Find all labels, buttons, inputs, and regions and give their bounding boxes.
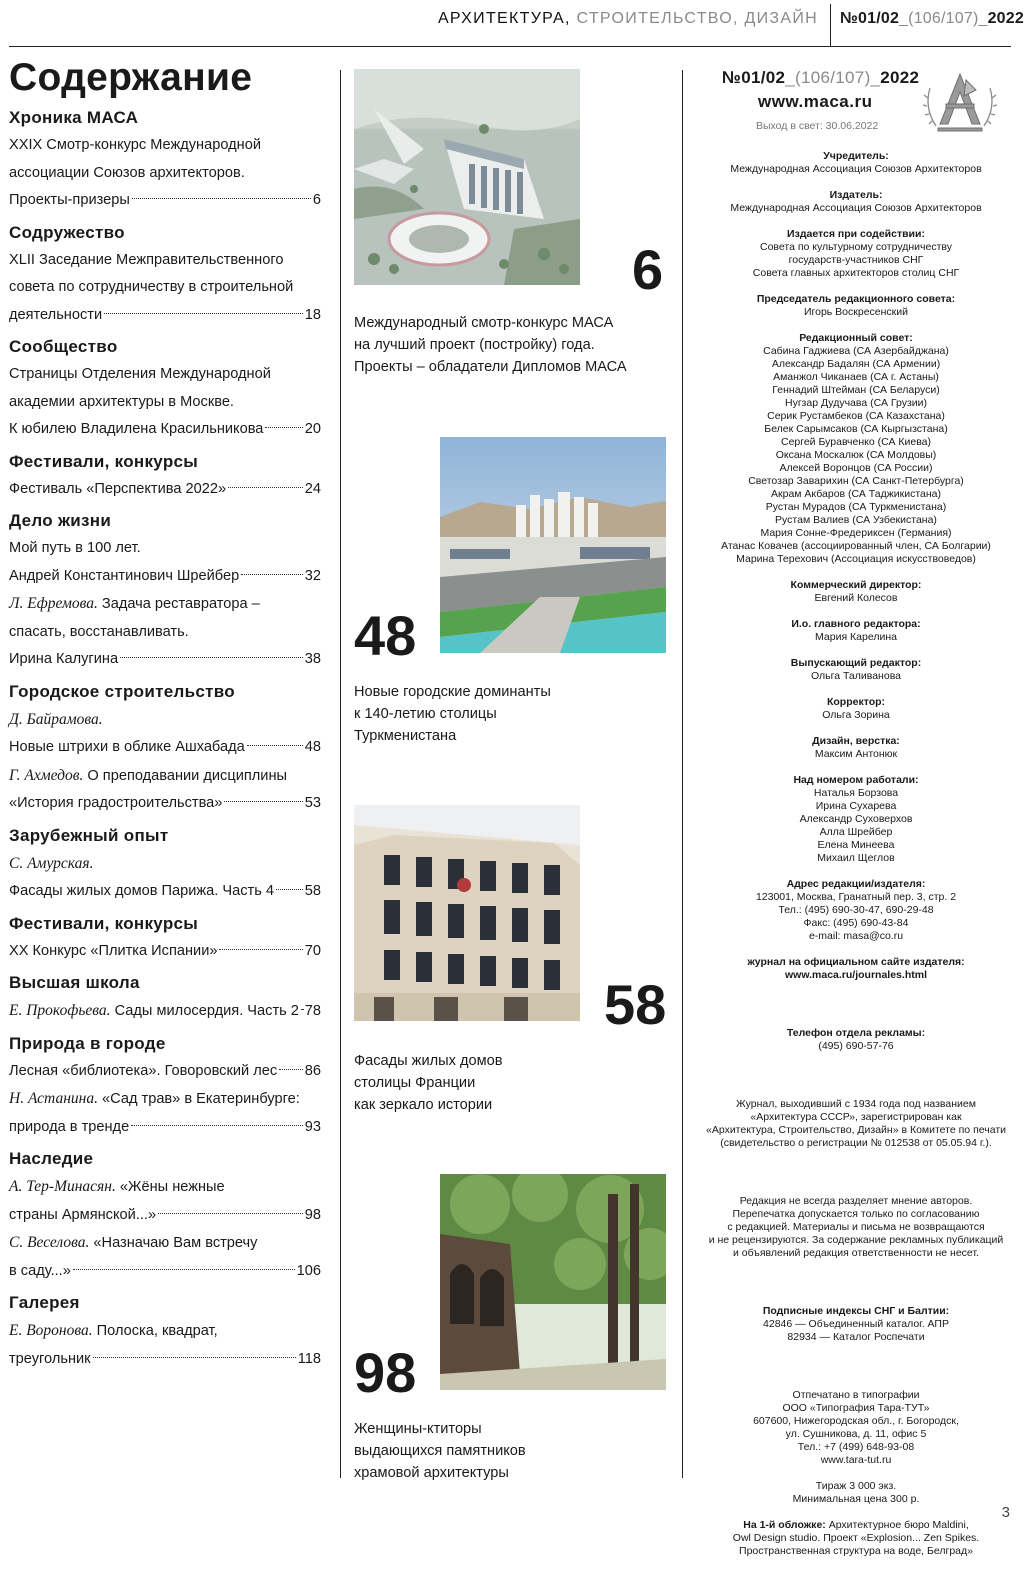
toc-leader bbox=[301, 1009, 303, 1010]
toc-entry bbox=[9, 274, 321, 302]
colophon-line: Аманжол Чиканаев (СА г. Астаны) bbox=[773, 371, 939, 383]
toc-section-title: Наследие bbox=[9, 1149, 94, 1168]
toc-entry-text: К юбилею Владилена Красильникова bbox=[9, 421, 264, 437]
toc-entry bbox=[9, 878, 321, 906]
toc-page-number: 86 bbox=[304, 1062, 321, 1079]
colophon-label: Адрес редакции/издателя: bbox=[786, 878, 926, 890]
colophon-line: Алексей Воронцов (СА России) bbox=[779, 462, 933, 474]
toc-leader bbox=[247, 745, 303, 746]
colophon-label: На 1-й обложке: bbox=[743, 1519, 826, 1531]
toc-entry-text: страны Армянской...» bbox=[9, 1206, 157, 1223]
feature-caption: Международный смотр-конкурс МАСА на лучший проект (постройку) года. Проекты – обладатели Дипломов МАСА bbox=[354, 315, 627, 375]
colophon-line: Тираж 3 000 экз. bbox=[815, 1480, 897, 1492]
toc-entry-text: «Сад трав» в Екатеринбурге: bbox=[97, 1091, 300, 1107]
colophon-spacer bbox=[696, 1163, 1016, 1195]
toc-entry-text: «Назначаю Вам встречу bbox=[89, 1235, 258, 1251]
toc-page-number: 70 bbox=[304, 942, 321, 959]
toc-entry bbox=[9, 389, 321, 417]
colophon-line: Тел.: (495) 690-30-47, 690-29-48 bbox=[778, 904, 934, 916]
colophon-label: Издатель: bbox=[829, 189, 883, 201]
toc-entry bbox=[9, 563, 321, 591]
toc-entry bbox=[9, 762, 321, 791]
toc-author: С. Веселова. bbox=[9, 1234, 90, 1251]
colophon-block bbox=[696, 774, 1016, 865]
toc-page-number: 20 bbox=[304, 421, 321, 437]
colophon-line: «Архитектура СССР», зарегистрирован как bbox=[750, 1111, 962, 1123]
colophon-line: Елена Минеева bbox=[817, 839, 895, 851]
colophon-label: Телефон отдела рекламы: bbox=[786, 1027, 926, 1039]
colophon-spacer bbox=[696, 1066, 1016, 1098]
colophon-block bbox=[696, 293, 1016, 319]
toc-entry-text: в саду...» bbox=[9, 1262, 71, 1279]
toc-section-title: Галерея bbox=[9, 1293, 80, 1312]
colophon-line: Журнал, выходивший с 1934 года под названием bbox=[736, 1098, 976, 1110]
colophon-line: Архитектурное бюро Maldini, bbox=[825, 1519, 969, 1531]
toc-section-title: Зарубежный опыт bbox=[9, 825, 169, 845]
feature-page-number: 98 bbox=[354, 1341, 417, 1404]
toc-author: А. Тер-Минасян. bbox=[9, 1178, 116, 1195]
colophon-label: Над номером работали: bbox=[793, 774, 919, 786]
colophon-line: Серик Рустамбеков (СА Казахстана) bbox=[767, 410, 945, 422]
running-header bbox=[0, 0, 1024, 48]
toc-author: Н. Астанина. bbox=[9, 1090, 98, 1107]
colophon-block bbox=[696, 150, 1016, 176]
toc-entry-text: XXIX Смотр-конкурс Международной bbox=[9, 137, 261, 153]
toc-leader bbox=[104, 313, 303, 314]
toc-leader bbox=[73, 1269, 295, 1270]
colophon-website: www.maca.ru bbox=[758, 92, 873, 111]
colophon-line: Международная Ассоциация Союзов Архитекторов bbox=[730, 202, 982, 214]
colophon-label: журнал на официальном сайте издателя: bbox=[747, 956, 965, 968]
toc-entry-text: Сады милосердия. Часть 2 bbox=[110, 1003, 299, 1019]
colophon-block bbox=[696, 657, 1016, 683]
colophon-line: e-mail: masa@co.ru bbox=[808, 930, 904, 942]
colophon-line: Михаил Щеглов bbox=[817, 852, 895, 864]
toc-leader bbox=[265, 427, 302, 428]
feature-caption: Новые городские доминанты к 140-летию столицы Туркменистана bbox=[354, 684, 551, 744]
colophon-spacer bbox=[696, 995, 1016, 1027]
colophon-block bbox=[696, 228, 1016, 280]
toc-entry-text: Андрей Константинович Шрейбер bbox=[9, 567, 240, 584]
toc-entry bbox=[9, 1114, 321, 1142]
toc-entry bbox=[9, 619, 321, 647]
colophon-line: Сергей Буравченко (СА Киева) bbox=[780, 436, 932, 448]
toc-author: Е. Воронова. bbox=[9, 1322, 93, 1339]
toc-entry-text: О преподавании дисциплины bbox=[83, 767, 287, 784]
colophon-block bbox=[696, 189, 1016, 215]
colophon-line: Марина Терехович (Ассоциация искусствоведов) bbox=[736, 553, 976, 565]
toc-section-title: Фестивали, конкурсы bbox=[9, 913, 199, 933]
colophon-line: ул. Сушникова, д. 11, офис 5 bbox=[785, 1428, 927, 1440]
colophon-line: государств-участников СНГ bbox=[788, 254, 924, 266]
feature-caption: Фасады жилых домов столицы Франции как зеркало истории bbox=[354, 1053, 503, 1113]
colophon-line: Международная Ассоциация Союзов Архитекторов bbox=[730, 163, 982, 175]
colophon-block bbox=[696, 878, 1016, 943]
toc-page-number: 38 bbox=[304, 651, 321, 667]
feature-image-competition bbox=[354, 69, 580, 285]
toc-entry bbox=[9, 1229, 321, 1258]
colophon-label: Дизайн, верстка: bbox=[812, 735, 900, 747]
colophon-line: Акрам Акбаров (СА Таджикистана) bbox=[771, 488, 941, 500]
toc-section-title: Хроника МАСА bbox=[9, 108, 139, 127]
feature-image-armenian-church bbox=[440, 1174, 666, 1390]
colophon-body bbox=[696, 150, 1016, 1571]
colophon-label: Издается при содействии: bbox=[787, 228, 925, 240]
toc-entry bbox=[9, 302, 321, 330]
feature-image-paris-facade bbox=[354, 805, 580, 1021]
table-of-contents bbox=[9, 56, 321, 1373]
colophon-line: Совета по культурному сотрудничеству bbox=[760, 241, 952, 253]
colophon-label: Подписные индексы СНГ и Балтии: bbox=[762, 1305, 950, 1317]
colophon-line: Рустам Валиев (СА Узбекистана) bbox=[775, 514, 937, 526]
colophon-line: Мария Карелина bbox=[815, 631, 897, 643]
colophon-line: 123001, Москва, Гранатный пер. 3, стр. 2 bbox=[755, 891, 957, 903]
colophon-line: Тел.: +7 (499) 648-93-08 bbox=[797, 1441, 915, 1453]
toc-entry bbox=[9, 476, 321, 504]
toc-entry bbox=[9, 1258, 321, 1286]
header-divider bbox=[830, 4, 831, 46]
colophon-block bbox=[696, 1195, 1016, 1260]
colophon-line: 607600, Нижегородская обл., г. Богородск, bbox=[753, 1415, 959, 1427]
toc-entry bbox=[9, 361, 321, 389]
toc-entry-text: ассоциации Союзов архитекторов. bbox=[9, 164, 245, 181]
toc-page-number: 98 bbox=[304, 1206, 321, 1223]
toc-entry-text: Полоска, квадрат, bbox=[92, 1323, 218, 1339]
toc-entry-text: Задача реставратора – bbox=[97, 596, 260, 612]
feature-page-number: 6 bbox=[632, 238, 664, 301]
colophon-block bbox=[696, 696, 1016, 722]
colophon-line: Факс: (495) 690-43-84 bbox=[803, 917, 909, 929]
toc-section-title: Дело жизни bbox=[9, 511, 112, 530]
feature-image-ashgabat bbox=[440, 437, 666, 653]
journal-rubric: АРХИТЕКТУРА, СТРОИТЕЛЬСТВО, ДИЗАЙН bbox=[437, 10, 818, 27]
issue-number: №01/02_(106/107)_2022 bbox=[840, 10, 1024, 27]
colophon-label: Выпускающий редактор: bbox=[790, 657, 922, 669]
colophon-line: Ольга Зорина bbox=[822, 709, 890, 721]
colophon-block bbox=[696, 1480, 1016, 1506]
toc-leader bbox=[158, 1213, 303, 1214]
toc-page-number: 32 bbox=[304, 567, 321, 584]
toc-author: Л. Ефремова. bbox=[9, 595, 98, 612]
toc-entry-text: XLII Заседание Межправительственного bbox=[9, 251, 284, 268]
toc-entry bbox=[9, 734, 321, 762]
toc-leader bbox=[276, 889, 303, 890]
colophon-line: ООО «Типография Тара-ТУТ» bbox=[782, 1402, 930, 1414]
toc-section-title: Фестивали, конкурсы bbox=[9, 451, 199, 471]
colophon-line: Ирина Сухарева bbox=[815, 800, 897, 812]
toc-entry bbox=[9, 590, 321, 619]
colophon-line: Ольга Таливанова bbox=[810, 670, 901, 682]
colophon-label: И.о. главного редактора: bbox=[791, 618, 921, 630]
header-rule bbox=[9, 46, 1011, 47]
release-date: Выход в свет: 30.06.2022 bbox=[756, 120, 879, 132]
colophon-line: Александр Суховерхов bbox=[799, 813, 913, 825]
toc-entry bbox=[9, 1346, 321, 1374]
toc-entry-text: академии архитектуры в Москве. bbox=[9, 393, 234, 410]
colophon-line: Алла Шрейбер bbox=[819, 826, 893, 838]
toc-entry bbox=[9, 1085, 321, 1114]
toc-entry-text: Фасады жилых домов Парижа. Часть 4 bbox=[9, 883, 275, 899]
colophon-line: Игорь Воскресенский bbox=[803, 306, 909, 318]
column-divider-left bbox=[340, 70, 341, 1478]
colophon-block bbox=[696, 1098, 1016, 1150]
colophon-line: (495) 690-57-76 bbox=[818, 1040, 894, 1052]
toc-page-number: 18 bbox=[304, 306, 321, 323]
toc-author: Е. Прокофьева. bbox=[9, 1002, 111, 1019]
colophon-line: Минимальная цена 300 р. bbox=[792, 1493, 920, 1505]
toc-entry-text: Лесная «библиотека». Говоровский лес bbox=[9, 1062, 278, 1079]
colophon-spacer bbox=[696, 1357, 1016, 1389]
toc-author: С. Амурская. bbox=[9, 854, 94, 872]
toc-page-number: 58 bbox=[304, 883, 321, 899]
toc-entry-text: природа в тренде bbox=[9, 1118, 130, 1135]
toc-entry bbox=[9, 646, 321, 674]
toc-entry-text: Мой путь в 100 лет. bbox=[9, 540, 141, 556]
colophon-line: (свидетельство о регистрации № 012538 от 05.05.94 г.). bbox=[720, 1137, 992, 1149]
toc-entry bbox=[9, 790, 321, 818]
colophon-label: Председатель редакционного совета: bbox=[756, 293, 956, 305]
maca-emblem-icon bbox=[922, 68, 998, 136]
colophon-line: 82934 — Каталог Роспечати bbox=[787, 1331, 925, 1343]
toc-entry-text: «Жёны нежные bbox=[115, 1179, 225, 1195]
toc-section-title: Сообщество bbox=[9, 337, 118, 356]
colophon-label: Корректор: bbox=[826, 696, 886, 708]
feature-page-number: 48 bbox=[354, 604, 417, 667]
colophon-line: www.maca.ru/journales.html bbox=[785, 969, 927, 981]
toc-title: Содержание bbox=[9, 56, 253, 99]
toc-entry-text: Новые штрихи в облике Ашхабада bbox=[9, 739, 245, 755]
colophon-line: Оксана Москалюк (СА Молдовы) bbox=[775, 449, 937, 461]
colophon-line: Александр Бадалян (СА Армении) bbox=[771, 358, 941, 370]
toc-page-number: 48 bbox=[304, 739, 321, 755]
colophon-line: Пространственная структура на воде, Белград» bbox=[739, 1545, 973, 1557]
toc-entry bbox=[9, 1173, 321, 1202]
toc-leader bbox=[131, 1125, 303, 1126]
toc-leader bbox=[120, 657, 303, 658]
feature-page-number: 58 bbox=[604, 973, 667, 1036]
toc-leader bbox=[224, 801, 302, 802]
toc-entry-text: деятельности bbox=[9, 306, 103, 323]
colophon-label: Редакционный совет: bbox=[799, 332, 913, 344]
toc-entry bbox=[9, 132, 321, 160]
colophon-line: Белек Сарымсаков (СА Кыргызстана) bbox=[764, 423, 948, 435]
toc-entry-text: XX Конкурс «Плитка Испании» bbox=[9, 942, 218, 959]
toc-section-title: Природа в городе bbox=[9, 1033, 166, 1053]
colophon-line: Owl Design studio. Проект «Explosion... Zen Spikes. bbox=[732, 1532, 980, 1544]
toc-leader bbox=[93, 1357, 296, 1358]
toc-entry bbox=[9, 1317, 321, 1346]
toc-entry bbox=[9, 938, 321, 966]
colophon-line: Мария Сонне-Фредериксен (Германия) bbox=[760, 527, 952, 539]
toc-entry-text: Проекты-призеры bbox=[9, 192, 130, 208]
toc-page-number: 106 bbox=[296, 1262, 321, 1279]
toc-entry bbox=[9, 997, 321, 1026]
colophon-label: Учредитель: bbox=[823, 150, 889, 162]
toc-author: Д. Байрамова. bbox=[9, 710, 103, 728]
colophon-block bbox=[696, 1027, 1016, 1053]
colophon-line: Совета главных архитекторов столиц СНГ bbox=[752, 267, 960, 279]
toc-page-number: 6 bbox=[312, 192, 321, 208]
toc-entry bbox=[9, 535, 321, 563]
colophon-line: с редакцией. Материалы и письма не возвращаются bbox=[727, 1221, 985, 1233]
toc-page-number: 93 bbox=[304, 1118, 321, 1135]
toc-page-number: 24 bbox=[304, 480, 321, 497]
colophon-line: Светозар Заварихин (СА Санкт-Петербурга) bbox=[748, 475, 964, 487]
toc-page-number: 53 bbox=[304, 795, 321, 811]
toc-entry-text: Ирина Калугина bbox=[9, 651, 119, 667]
toc-page-number: 78 bbox=[304, 1003, 321, 1019]
toc-entry-text: Страницы Отделения Международной bbox=[9, 366, 271, 382]
toc-entry-text: Фестиваль «Перспектива 2022» bbox=[9, 480, 227, 497]
toc-entry bbox=[9, 1058, 321, 1086]
colophon-label: Коммерческий директор: bbox=[790, 579, 922, 591]
toc-entry-text: совета по сотрудничеству в строительной bbox=[9, 279, 294, 295]
colophon-line: «Архитектура, Строительство, Дизайн» в Комитете по печати bbox=[706, 1124, 1006, 1136]
toc-section-title: Содружество bbox=[9, 222, 125, 242]
colophon-line: Евгений Колесов bbox=[814, 592, 898, 604]
column-divider-right bbox=[682, 70, 683, 1478]
colophon-line: Нугзар Дудучава (СА Грузии) bbox=[785, 397, 927, 409]
colophon-line: Редакция не всегда разделяет мнение авторов. bbox=[739, 1195, 973, 1207]
colophon-line: и не рецензируются. За содержание рекламных публикаций bbox=[708, 1234, 1004, 1246]
toc-leader bbox=[132, 198, 311, 199]
colophon-line: Атанас Ковачев (ассоциированный член, СА Болгарии) bbox=[721, 540, 991, 552]
colophon-line: Геннадий Штейман (СА Беларуси) bbox=[772, 384, 940, 396]
toc-entry bbox=[9, 1202, 321, 1230]
toc-entry-text: «История градостроительства» bbox=[9, 795, 223, 811]
colophon-line: Сабина Гаджиева (СА Азербайджана) bbox=[763, 345, 949, 357]
colophon-issue: №01/02_(106/107)_2022 bbox=[722, 68, 920, 87]
colophon-block bbox=[696, 735, 1016, 761]
colophon-line: www.tara-tut.ru bbox=[820, 1454, 892, 1466]
colophon-line: Наталья Борзова bbox=[813, 787, 899, 799]
colophon-block bbox=[696, 956, 1016, 982]
colophon-spacer bbox=[696, 1273, 1016, 1305]
toc-leader bbox=[279, 1069, 303, 1070]
toc-entry bbox=[9, 160, 321, 188]
toc-leader bbox=[241, 574, 303, 575]
toc-entry bbox=[9, 706, 321, 735]
colophon-line: Рустан Мурадов (СА Туркменистана) bbox=[765, 501, 947, 513]
colophon-line: и объявлений редакция ответственности не несет. bbox=[733, 1247, 979, 1259]
colophon-line: Отпечатано в типографии bbox=[792, 1389, 920, 1401]
toc-leader bbox=[219, 949, 302, 950]
toc-section-title: Высшая школа bbox=[9, 973, 140, 992]
toc-entry bbox=[9, 187, 321, 215]
page-number: 3 bbox=[1001, 1504, 1010, 1521]
colophon-block bbox=[696, 1389, 1016, 1467]
feature-caption: Женщины-ктиторы выдающихся памятников храмовой архитектуры bbox=[354, 1421, 526, 1481]
toc-entry-text: спасать, восстанавливать. bbox=[9, 623, 189, 640]
toc-entry bbox=[9, 416, 321, 444]
colophon-block bbox=[696, 332, 1016, 566]
toc-leader bbox=[228, 487, 303, 488]
toc-entry bbox=[9, 247, 321, 275]
toc-page-number: 118 bbox=[297, 1350, 321, 1367]
colophon-block bbox=[696, 579, 1016, 605]
colophon-line: Максим Антонюк bbox=[814, 748, 898, 760]
colophon-block bbox=[696, 1305, 1016, 1344]
colophon-line: 42846 — Объединенный каталог. АПР bbox=[763, 1318, 949, 1330]
toc-author: Г. Ахмедов. bbox=[9, 766, 84, 784]
colophon-line: Перепечатка допускается только по согласованию bbox=[732, 1208, 980, 1220]
toc-entry-text: треугольник bbox=[9, 1350, 91, 1367]
colophon-block bbox=[696, 618, 1016, 644]
toc-entry bbox=[9, 850, 321, 879]
toc-section-title: Городское строительство bbox=[9, 681, 235, 701]
